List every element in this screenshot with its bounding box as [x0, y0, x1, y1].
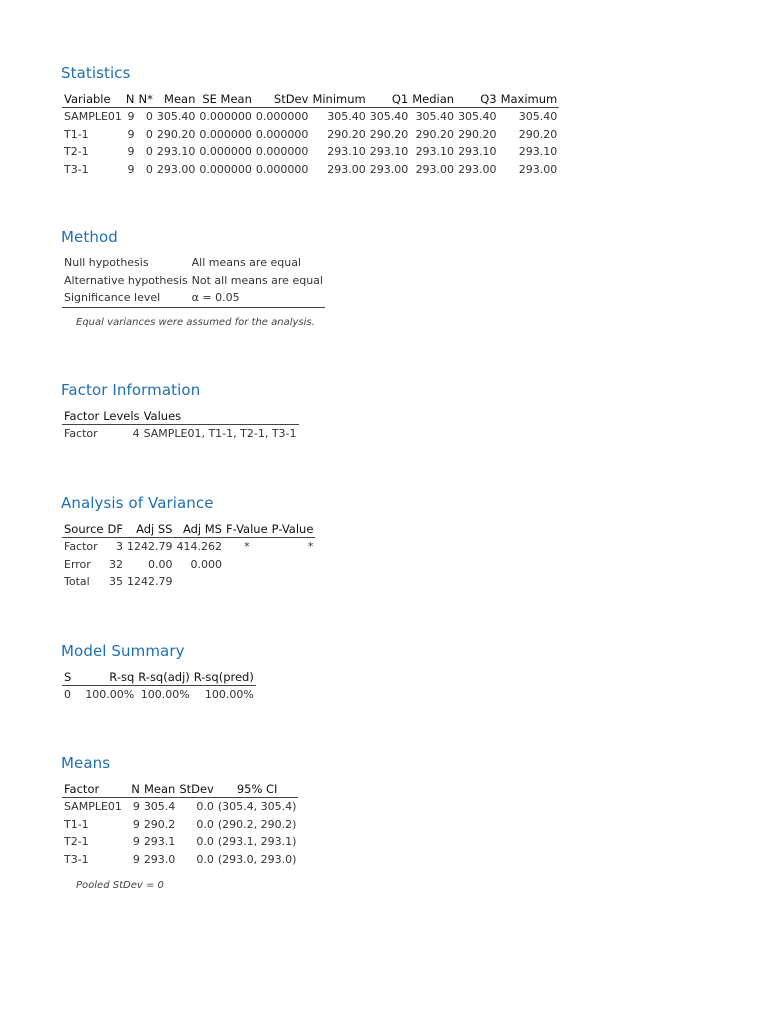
table-cell: 0.0	[196, 835, 214, 848]
table-cell: 290.2	[143, 817, 176, 831]
table-row	[62, 289, 325, 307]
column-header: S	[62, 670, 83, 686]
table-row	[62, 573, 315, 591]
column-header: Values	[142, 409, 299, 425]
table-cell: 0.000000	[199, 110, 252, 123]
table-cell: (293.1, 293.1)	[217, 835, 297, 848]
table-cell: T2-1	[64, 835, 89, 848]
table-cell: 9	[132, 817, 140, 831]
table-row	[62, 126, 559, 144]
column-header: Levels	[103, 409, 140, 423]
table-cell: 293.10	[156, 145, 196, 158]
table-row	[62, 851, 298, 869]
table-cell: 0.000	[190, 557, 222, 571]
table-cell: 1242.79	[126, 575, 173, 588]
table-cell: 290.20	[518, 127, 558, 141]
anova-table	[62, 522, 315, 591]
table-cell: 305.4	[143, 800, 176, 813]
table-cell: 0.0	[196, 852, 214, 866]
column-header: Maximum	[500, 92, 558, 106]
table-cell: Significance level	[62, 289, 190, 307]
table-cell: Total	[64, 575, 90, 588]
table-cell: 35	[108, 575, 123, 588]
column-header: Adj MS	[174, 522, 224, 538]
table-row	[62, 254, 325, 272]
table-cell: 0.000000	[255, 162, 309, 176]
table-cell: 9	[127, 127, 135, 141]
table-cell: Null hypothesis	[64, 256, 149, 269]
table-cell: 0.0	[196, 817, 214, 831]
table-cell: 290.20	[369, 127, 409, 141]
column-header: Minimum	[312, 92, 366, 106]
column-header: Q1	[368, 92, 411, 108]
model-summary-table	[62, 670, 256, 704]
table-cell: All means are equal	[191, 256, 301, 269]
table-cell: Alternative hypothesis	[64, 273, 188, 287]
table-cell: (290.2, 290.2)	[217, 817, 297, 831]
table-header-row	[62, 409, 299, 425]
table-cell: 290.20	[156, 127, 196, 141]
table-cell: 0.000000	[199, 162, 252, 176]
table-cell: 0.000000	[255, 145, 309, 158]
means-table	[62, 782, 298, 868]
table-row	[62, 425, 299, 443]
table-cell: 4	[132, 427, 140, 440]
table-cell: 290.20	[327, 127, 366, 141]
method-table	[62, 254, 325, 308]
column-header: Source	[64, 522, 104, 536]
table-cell	[270, 573, 316, 591]
column-header: Median	[412, 92, 455, 106]
column-header: Q3	[456, 92, 499, 108]
table-cell: α = 0.05	[190, 289, 325, 307]
factor-information-table	[62, 409, 299, 443]
table-cell: 305.40	[458, 110, 497, 123]
table-row	[62, 108, 559, 126]
table-header-row	[62, 670, 256, 686]
statistics-title: Statistics	[61, 64, 131, 82]
table-cell: 1242.79	[126, 540, 173, 553]
table-cell: (293.0, 293.0)	[217, 852, 297, 866]
table-cell: *	[307, 540, 314, 553]
table-cell: 9	[127, 162, 135, 176]
column-header: Factor	[64, 409, 100, 423]
table-cell: 305.40	[156, 110, 196, 123]
column-header: N	[131, 782, 140, 796]
table-cell: 293.00	[156, 162, 196, 176]
table-cell	[174, 573, 224, 591]
table-cell: 293.00	[458, 162, 497, 176]
table-cell: 32	[108, 557, 123, 571]
table-cell: 100.00%	[204, 688, 254, 701]
table-cell: 100.00%	[140, 688, 190, 701]
table-cell	[224, 556, 270, 574]
table-cell: 293.10	[458, 145, 497, 158]
table-cell: 293.00	[327, 162, 366, 176]
table-cell: 0.000000	[255, 127, 309, 141]
table-cell: 293.0	[143, 852, 176, 866]
table-cell: Factor	[64, 540, 98, 553]
table-row	[62, 556, 315, 574]
table-cell: T3-1	[64, 162, 89, 176]
statistics-table	[62, 92, 559, 178]
table-cell: 0.000000	[199, 145, 252, 158]
table-cell: 9	[132, 852, 140, 866]
column-header: P-Value	[271, 522, 314, 536]
table-cell: Not all means are equal	[191, 273, 323, 287]
table-cell: 3	[115, 540, 123, 553]
table-cell: 305.40	[415, 110, 455, 123]
column-header: 95% CI	[216, 782, 299, 798]
column-header: Mean	[155, 92, 198, 108]
table-cell: 9	[132, 800, 140, 813]
table-row	[62, 143, 559, 161]
table-cell: SAMPLE01	[64, 800, 122, 813]
table-cell: 290.20	[415, 127, 455, 141]
column-header: StDev	[179, 782, 214, 796]
table-cell: 100.00%	[85, 688, 135, 701]
table-cell: 293.10	[369, 145, 409, 158]
table-cell: 290.20	[458, 127, 497, 141]
table-cell: 305.40	[518, 110, 558, 123]
table-cell: 293.00	[518, 162, 558, 176]
column-header: R-sq(pred)	[193, 670, 254, 684]
factor-information-title: Factor Information	[61, 381, 201, 399]
table-cell: 0	[145, 162, 153, 176]
table-row	[62, 161, 559, 179]
table-cell: 293.10	[327, 145, 366, 158]
column-header: R-sq	[83, 670, 136, 686]
table-cell: 9	[127, 145, 135, 158]
table-cell: 293.1	[143, 835, 176, 848]
column-header: N*	[138, 92, 153, 106]
table-cell: 9	[132, 835, 140, 848]
column-header: Factor	[62, 782, 129, 798]
table-cell: (305.4, 305.4)	[217, 800, 297, 813]
table-cell: 0	[145, 110, 153, 123]
table-row	[62, 538, 315, 556]
table-header-row	[62, 92, 559, 108]
table-cell: 0	[145, 145, 153, 158]
analysis-of-variance-title: Analysis of Variance	[61, 494, 214, 512]
table-cell: 0	[64, 688, 71, 701]
column-header: Adj SS	[125, 522, 175, 538]
table-cell: SAMPLE01, T1-1, T2-1, T3-1	[143, 427, 297, 440]
table-row	[62, 816, 298, 834]
pooled-stdev-note: Pooled StDev = 0	[76, 880, 164, 891]
table-cell: 305.40	[327, 110, 366, 123]
column-header: StDev	[254, 92, 311, 108]
table-cell: *	[244, 540, 250, 553]
model-summary-title: Model Summary	[61, 642, 185, 660]
table-cell: T1-1	[64, 127, 89, 141]
table-cell	[270, 556, 316, 574]
table-cell: 9	[127, 110, 135, 123]
column-header: Variable	[62, 92, 124, 108]
table-cell: 293.10	[518, 145, 558, 158]
means-title: Means	[61, 754, 111, 772]
table-cell: 0.00	[147, 557, 173, 571]
table-cell: 293.00	[369, 162, 409, 176]
method-note: Equal variances were assumed for the analysis.	[76, 317, 315, 328]
column-header: N	[125, 92, 135, 106]
table-cell: 0.0	[196, 800, 214, 813]
column-header: DF	[107, 522, 123, 536]
table-cell: 414.262	[176, 540, 222, 553]
column-header: SE Mean	[197, 92, 254, 108]
table-cell: 293.10	[415, 145, 455, 158]
table-cell: T2-1	[64, 145, 89, 158]
table-cell: Error	[64, 557, 91, 571]
table-cell: 0.000000	[255, 110, 309, 123]
column-header: F-Value	[225, 522, 268, 536]
table-cell: 0.000000	[199, 127, 252, 141]
table-row	[62, 686, 256, 704]
column-header: R-sq(adj)	[138, 670, 190, 684]
table-cell: Factor	[64, 427, 98, 440]
table-header-row	[62, 782, 298, 798]
table-header-row	[62, 522, 315, 538]
table-row	[62, 798, 298, 816]
table-cell: 293.00	[415, 162, 455, 176]
table-cell: T1-1	[64, 817, 89, 831]
table-cell: SAMPLE01	[64, 110, 122, 123]
column-header: Mean	[142, 782, 178, 798]
table-cell: 305.40	[369, 110, 409, 123]
method-title: Method	[61, 228, 118, 246]
table-row	[62, 272, 325, 290]
table-cell	[224, 573, 270, 591]
table-row	[62, 833, 298, 851]
table-cell: 0	[145, 127, 153, 141]
table-cell: T3-1	[64, 852, 89, 866]
